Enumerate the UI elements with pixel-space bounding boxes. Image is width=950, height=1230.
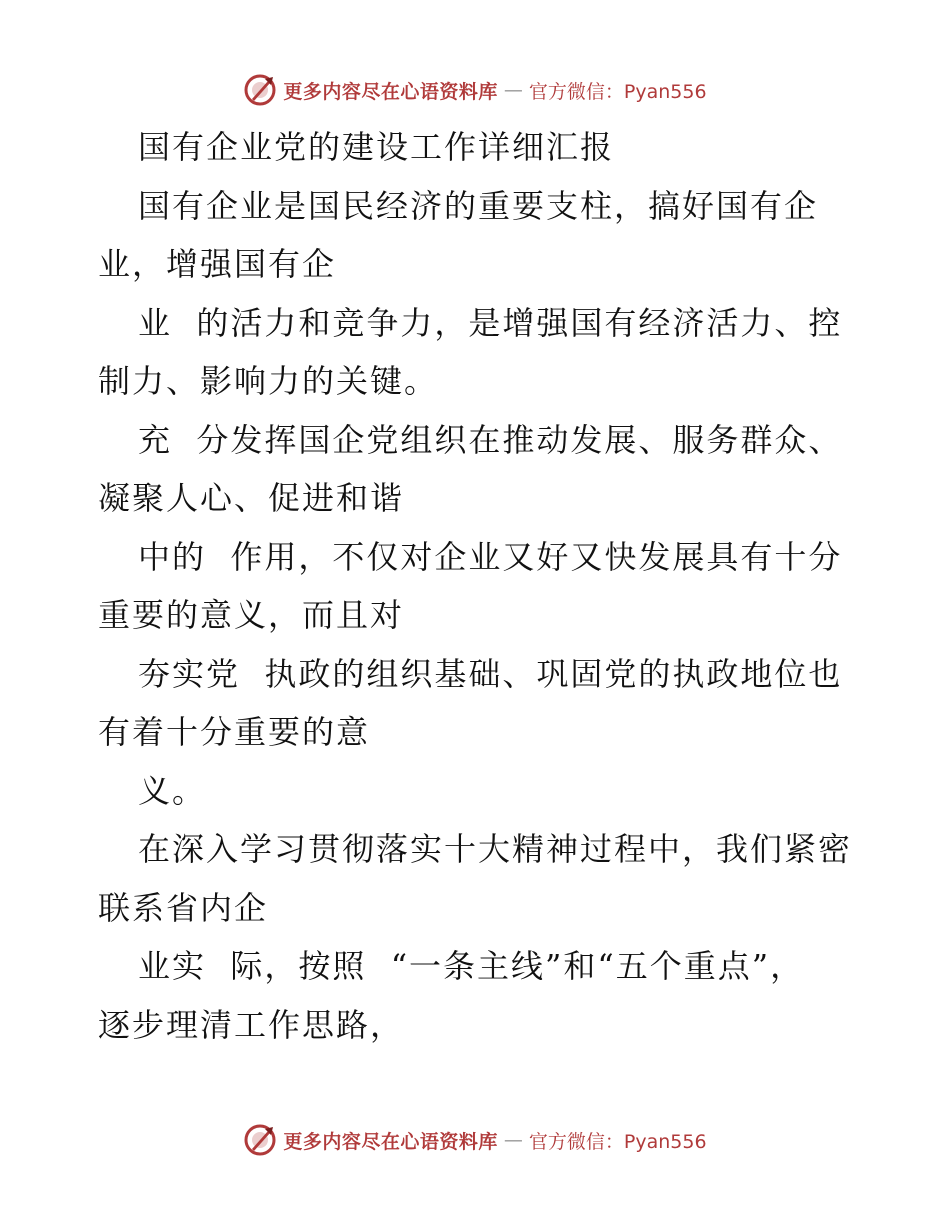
- header-watermark: [0, 70, 950, 110]
- watermark-site-text: 更多内容尽在心语资料库: [283, 80, 498, 103]
- document-body: [98, 118, 858, 1054]
- text-line: 充 分发挥国企党组织在推动发展、服务群众、: [138, 420, 843, 459]
- footer-watermark: [0, 1120, 950, 1160]
- text-line: 国有企业党的建设工作详细汇报: [138, 128, 615, 166]
- text-line: 业实 际，按照 “一条主线”和“五个重点”，: [138, 947, 805, 985]
- quill-seal-icon: [243, 1123, 277, 1157]
- text-line: 业，增强国有企: [98, 245, 337, 283]
- text-line: 有着十分重要的意: [98, 713, 371, 751]
- watermark-wechat-text: 官方微信：Pyan556: [528, 80, 707, 103]
- watermark-dash: —: [503, 79, 523, 101]
- watermark-wechat-text: 官方微信：Pyan556: [528, 1130, 707, 1153]
- text-line: 中的 作用，不仅对企业又好又快发展具有十分: [138, 537, 843, 576]
- text-line: 义。: [138, 771, 207, 810]
- text-line: 夯实党 执政的组织基础、巩固党的执政地位也: [138, 654, 843, 693]
- text-line: 逐步理清工作思路，: [98, 1005, 405, 1044]
- text-line: 国有企业是国民经济的重要支柱，搞好国有企: [138, 186, 819, 225]
- watermark-dash: —: [503, 1129, 523, 1151]
- quill-seal-icon: [243, 73, 277, 107]
- text-line: 重要的意义，而且对: [98, 596, 405, 634]
- text-line: 业 的活力和竞争力，是增强国有经济活力、控: [138, 303, 843, 342]
- text-line: 凝聚人心、促进和谐: [98, 479, 405, 517]
- text-line: 在深入学习贯彻落实十大精神过程中，我们紧密: [138, 830, 853, 868]
- text-line: 制力、影响力的关键。: [98, 362, 439, 400]
- watermark-site-text: 更多内容尽在心语资料库: [283, 1130, 498, 1153]
- text-line: 联系省内企: [98, 888, 269, 927]
